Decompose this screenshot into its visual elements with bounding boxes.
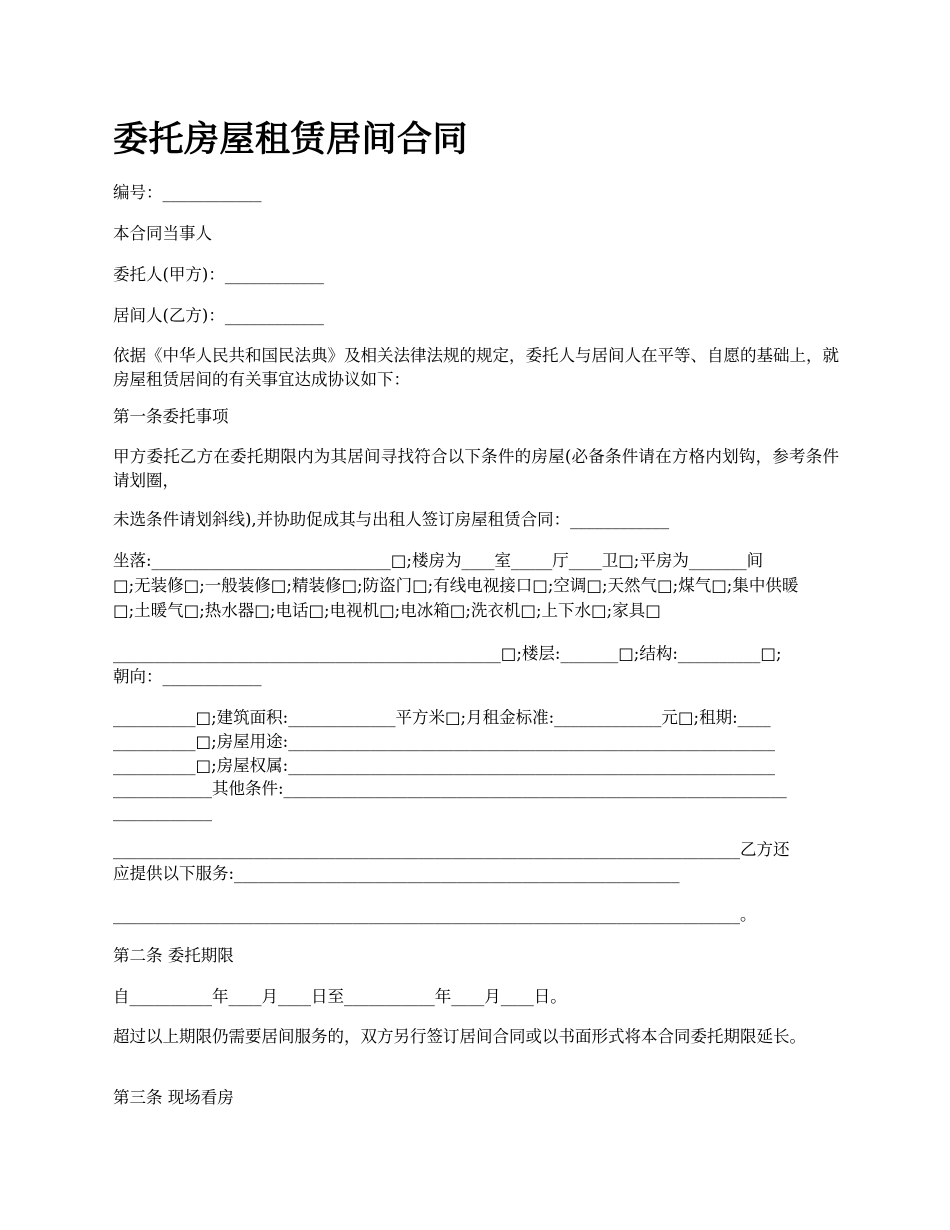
- article-1-title: 第一条委托事项: [113, 407, 229, 426]
- article-1-text-continued: 未选条件请划斜线),并协助促成其与出租人签订房屋租赁合同：____________: [113, 510, 670, 529]
- article-3-title: 第三条 现场看房: [113, 1088, 234, 1107]
- conditions3-line-5: ____________: [113, 802, 212, 821]
- party-b-line: 居间人(乙方)：____________: [113, 306, 324, 325]
- extension-paragraph: 超过以上期限仍需要居间服务的，双方另行签订居间合同或以书面形式将本合同委托期限延长。: [113, 1027, 806, 1046]
- conditions2-line-2: 朝向：____________: [113, 667, 262, 686]
- parties-heading: 本合同当事人: [113, 224, 212, 243]
- conditions2-line-1: _______________________________________________□;楼层:_______□;结构:__________□;: [113, 644, 782, 663]
- conditions3-line-4: ____________其他条件:_____________________________________________________________: [113, 779, 787, 798]
- conditions-line-1: 坐落:_____________________________□;楼房为____室_____厅____卫□;平房为_______间: [113, 551, 764, 570]
- intro-paragraph: 依据《中华人民共和国民法典》及相关法律法规的规定，委托人与居间人在平等、自愿的基础上，就房屋租赁居间的有关事宜达成协议如下：: [113, 346, 839, 389]
- conditions3-line-3: __________□;房屋权属:___________________________________________________________: [113, 756, 775, 775]
- conditions-line-3: □;土暖气□;热水器□;电话□;电视机□;电冰箱□;洗衣机□;上下水□;家具□: [113, 601, 661, 620]
- term-line: 自__________年____月____日至___________年____月____日。: [113, 987, 567, 1006]
- party-a-line: 委托人(甲方)：____________: [113, 265, 324, 284]
- serial-number: 编号：____________: [113, 183, 262, 202]
- services-line-1: ____________________________________________________________________________乙方还: [113, 840, 790, 859]
- conditions3-line-2: __________□;房屋用途:___________________________________________________________: [113, 732, 775, 751]
- conditions3-line-1: __________□;建筑面积:_____________平方米□;月租金标准:_____________元□;租期:____: [113, 708, 771, 727]
- conditions-line-2: □;无装修□;一般装修□;精装修□;防盗门□;有线电视接口□;空调□;天然气□;煤气□;集中供暖: [113, 576, 799, 595]
- article-1-text: 甲方委托乙方在委托期限内为其居间寻找符合以下条件的房屋(必备条件请在方格内划钩，参考条件请划圈，: [113, 447, 839, 490]
- document-title: 委托房屋租赁居间合同: [113, 120, 469, 160]
- services-line-3: ____________________________________________________________________________。: [113, 905, 757, 924]
- article-2-title: 第二条 委托期限: [113, 946, 234, 965]
- services-line-2: 应提供以下服务:______________________________________________________: [113, 864, 680, 883]
